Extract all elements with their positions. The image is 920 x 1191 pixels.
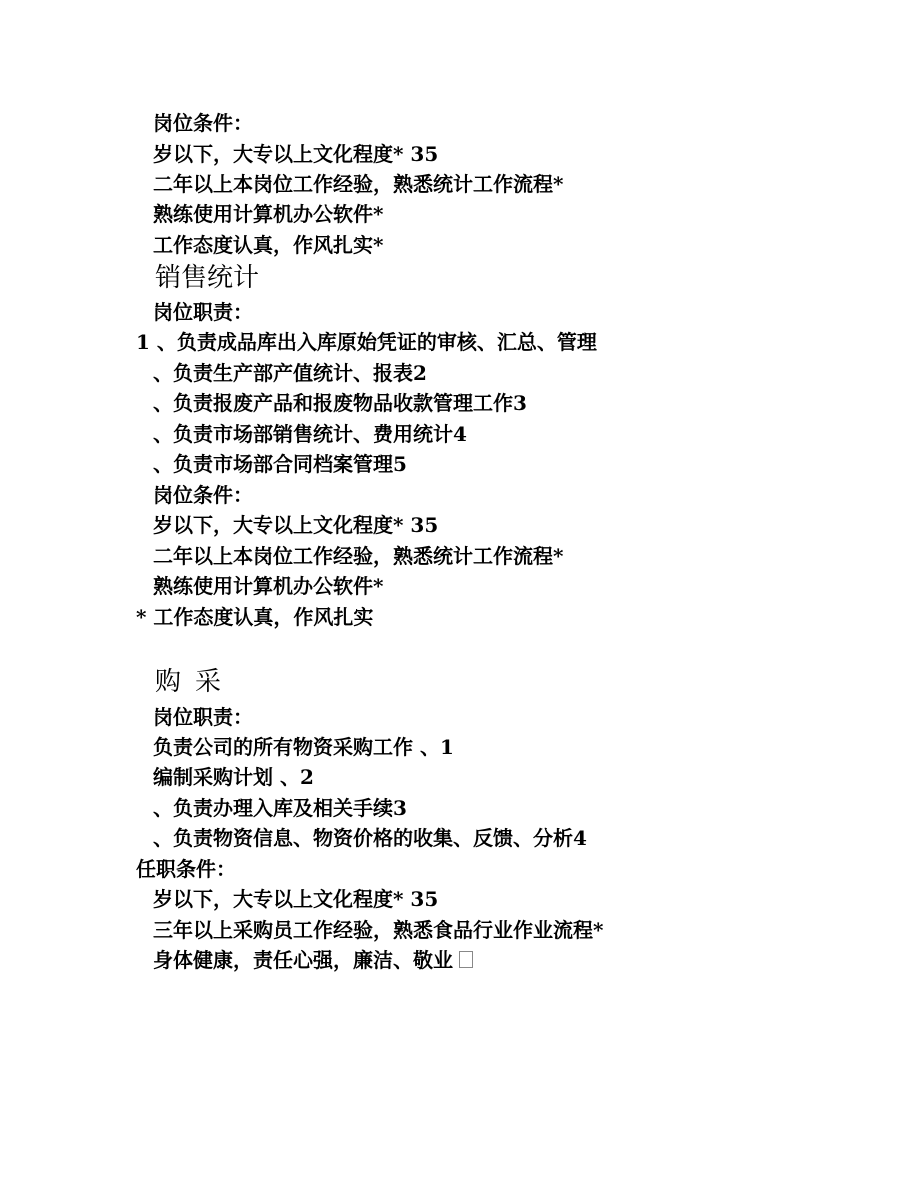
condition-item: 二年以上本岗位工作经验，熟悉统计工作流程*	[153, 544, 564, 568]
duties-label: 岗位职责：	[153, 300, 253, 324]
condition-item: * 工作态度认真，作风扎实	[136, 605, 374, 629]
duty-item: 、负责物资信息、物资价格的收集、反馈、分析4	[153, 826, 587, 850]
condition-item: 二年以上本岗位工作经验，熟悉统计工作流程*	[153, 172, 564, 196]
condition-item: 熟练使用计算机办公软件*	[153, 574, 384, 598]
condition-item: 工作态度认真，作风扎实*	[153, 233, 384, 257]
condition-item: 岁以下，大专以上文化程度* 35	[153, 887, 439, 911]
duty-item: 、负责报废产品和报废物品收款管理工作3	[153, 391, 527, 415]
condition-item: 熟练使用计算机办公软件*	[153, 202, 384, 226]
conditions-label: 岗位条件：	[153, 483, 253, 507]
duty-item: 、负责市场部合同档案管理5	[153, 452, 407, 476]
duty-item: 、负责市场部销售统计、费用统计4	[153, 422, 467, 446]
duty-item: 、负责生产部产值统计、报表2	[153, 361, 427, 385]
condition-item: 三年以上采购员工作经验，熟悉食品行业作业流程*	[153, 918, 604, 942]
duty-item: 1 、负责成品库出入库原始凭证的审核、汇总、管理	[136, 330, 597, 354]
condition-item-last	[153, 948, 473, 972]
duty-item: 、负责办理入库及相关手续3	[153, 796, 407, 820]
condition-item: 岁以下，大专以上文化程度* 35	[153, 142, 439, 166]
section-title-purchase: 购采	[155, 667, 236, 697]
placeholder-box-icon	[459, 951, 473, 968]
section-title-sales: 销售统计	[155, 263, 260, 293]
conditions-label: 任职条件：	[136, 857, 236, 881]
condition-item: 岁以下，大专以上文化程度* 35	[153, 513, 439, 537]
duties-label: 岗位职责：	[153, 705, 253, 729]
duty-item: 编制采购计划 、2	[153, 765, 314, 789]
conditions-label: 岗位条件：	[153, 111, 253, 135]
condition-text: 身体健康，责任心强，廉洁、敬业	[153, 948, 453, 972]
duty-item: 负责公司的所有物资采购工作 、1	[153, 735, 454, 759]
